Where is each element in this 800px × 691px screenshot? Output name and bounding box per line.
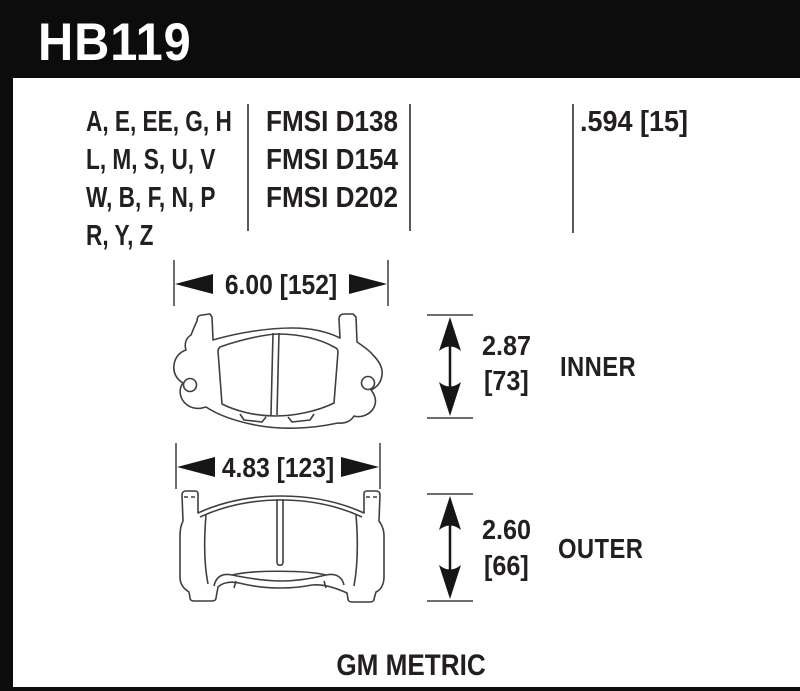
application-name: GM METRIC: [336, 649, 486, 682]
inner-height-dimension: [426, 311, 474, 423]
inner-width-dimension: [172, 259, 390, 311]
inner-height-mm: [73]: [484, 365, 529, 396]
height-dimension-arrows: [426, 490, 474, 606]
bottom-border: [0, 687, 800, 691]
fmsi-column: [266, 103, 398, 217]
left-border: [0, 78, 13, 691]
fmsi-row: FMSI D154: [266, 144, 399, 176]
compound-row: A, E, EE, G, H: [86, 106, 232, 138]
pad-thickness-value: .594 [15]: [580, 106, 688, 138]
compound-row: W, B, F, N, P: [86, 182, 216, 214]
part-number: HB119: [38, 13, 192, 72]
down-arrow-icon: [439, 565, 461, 599]
outer-height-inches: 2.60: [482, 514, 532, 545]
inner-pad-label: INNER: [560, 351, 637, 382]
outer-pad-label: OUTER: [558, 533, 644, 564]
height-dimension-arrows: [426, 311, 474, 423]
outer-height-dimension: [426, 490, 474, 606]
compound-letters-column: [86, 103, 232, 255]
column-divider: [572, 104, 574, 233]
outer-width-value: 4.83 [123]: [221, 452, 335, 483]
outer-width-dimension: [173, 442, 383, 494]
outer-height-mm: [66]: [484, 550, 529, 581]
inner-pad-drawing: [170, 311, 390, 434]
column-divider: [247, 104, 249, 231]
header-band: [0, 0, 800, 78]
outer-pad-drawing: [176, 489, 386, 612]
down-arrow-icon: [439, 382, 461, 416]
compound-row: L, M, S, U, V: [86, 144, 216, 176]
fmsi-row: FMSI D202: [266, 182, 399, 214]
inner-height-inches: 2.87: [482, 330, 532, 361]
column-divider: [409, 104, 411, 231]
up-arrow-icon: [439, 317, 461, 351]
inner-width-value: 6.00 [152]: [224, 269, 338, 300]
up-arrow-icon: [439, 496, 461, 530]
fmsi-row: FMSI D138: [266, 106, 399, 138]
compound-row: R, Y, Z: [86, 220, 154, 252]
